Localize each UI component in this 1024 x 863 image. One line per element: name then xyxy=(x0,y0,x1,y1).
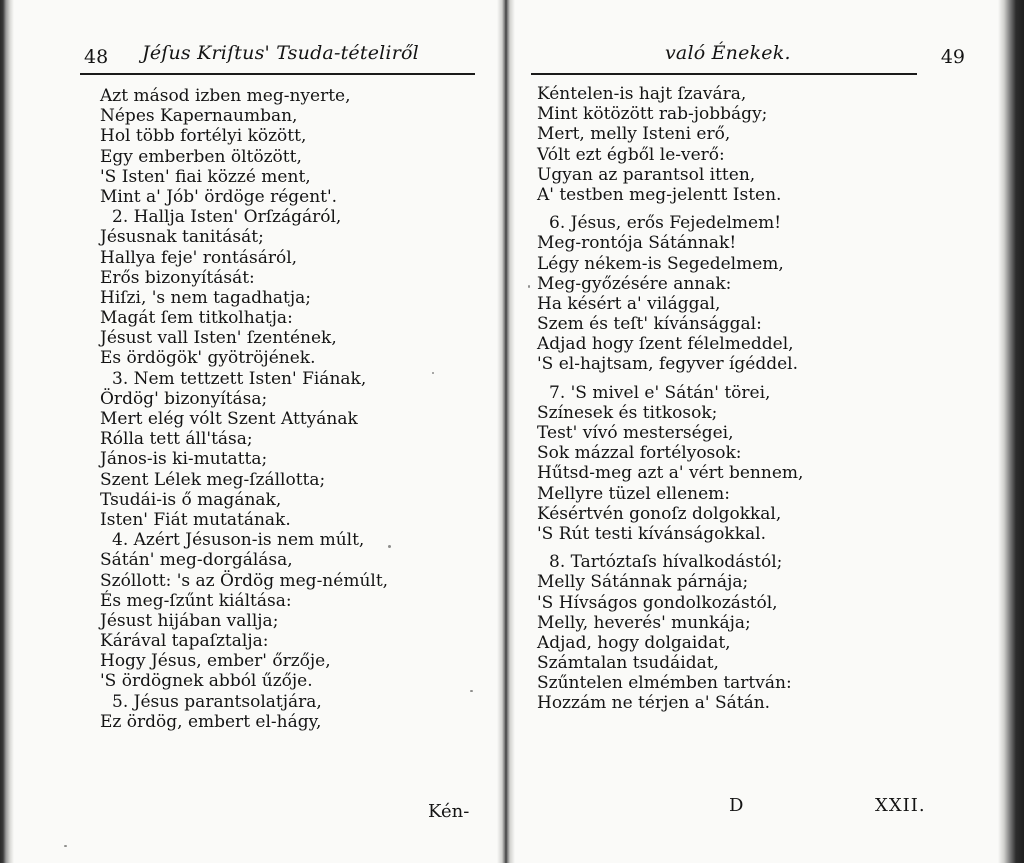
text-line: Hogy Jésus, ember' őrzője, xyxy=(100,651,331,672)
text-line: Hallya feje' rontásáról, xyxy=(100,247,298,268)
text-line: Mellyre tüzel ellenem: xyxy=(537,483,731,504)
text-line: Jésust hijában vallja; xyxy=(100,610,279,631)
text-line: Melly Sátánnak párnája; xyxy=(537,572,749,593)
text-line: Jésust vall Isten' ſzentének, xyxy=(100,328,337,349)
scan-speck xyxy=(388,545,391,548)
text-line: Adjad hogy ſzent félelmeddel, xyxy=(537,334,794,355)
text-line: Melly, heverés' munkája; xyxy=(537,612,751,633)
text-line: Mert elég vólt Szent Attyának xyxy=(100,409,358,429)
text-line: Es ördögök' gyötröjének. xyxy=(100,348,316,369)
text-line: Szent Lélek meg-ſzállotta; xyxy=(100,469,326,490)
text-line: Kárával tapaſztalja: xyxy=(100,631,269,652)
text-line: 'S Isten' fiai közzé ment, xyxy=(100,166,311,187)
left-page-header xyxy=(84,42,464,72)
text-line: Szem és teſt' kívánsággal: xyxy=(537,314,762,335)
text-line: Hűtsd-meg azt a' vért bennem, xyxy=(537,463,804,484)
text-line: 3. Nem tettzett Isten' Fiának, xyxy=(112,368,367,389)
text-line: Magát ſem titkolhatja: xyxy=(100,308,293,329)
text-line: Sátán' meg-dorgálása, xyxy=(100,550,293,571)
text-line: Hiſzi, 's nem tagadhatja; xyxy=(100,287,312,308)
text-line: Jésusnak tanitását; xyxy=(100,227,264,248)
signature-mark: D xyxy=(729,795,744,816)
text-line: Isten' Fiát mutatának. xyxy=(100,509,291,530)
left-page-number: 48 xyxy=(84,46,109,68)
text-line: Színesek és titkosok; xyxy=(537,402,718,423)
text-line: Erős bizonyítását: xyxy=(100,267,255,288)
text-line: És meg-ſzűnt kiáltása: xyxy=(100,590,292,611)
text-line: 5. Jésus parantsolatjára, xyxy=(112,691,322,712)
text-line: 7. 'S mivel e' Sátán' törei, xyxy=(549,382,771,403)
right-page-header xyxy=(665,42,965,72)
right-header-rule xyxy=(531,73,917,75)
text-line: Sok mázzal fortélyosok: xyxy=(537,443,742,464)
left-page xyxy=(14,0,497,863)
scan-speck xyxy=(528,285,530,288)
right-page xyxy=(515,0,998,863)
text-line: 'S Hívságos gondolkozástól, xyxy=(537,592,778,613)
text-line: Ugyan az parantsol itten, xyxy=(537,164,756,185)
scan-speck xyxy=(470,690,473,692)
text-line: Késértvén gonoſz dolgokkal, xyxy=(537,503,782,524)
text-line: Számtalan tsudáidat, xyxy=(537,653,719,674)
book-gutter xyxy=(497,0,515,863)
text-line: Meg-győzésére annak: xyxy=(537,273,732,294)
text-line: Ez ördög, embert el-hágy, xyxy=(100,711,322,732)
book-left-edge xyxy=(0,0,14,863)
left-header-rule xyxy=(80,73,475,75)
scan-speck xyxy=(432,372,434,374)
left-running-head: Jéſus Kriſtus' Tsuda-tételiről xyxy=(142,42,419,64)
text-line: 'S Rút testi kívánságokkal. xyxy=(537,523,766,544)
text-line: 'S ördögnek abból űzője. xyxy=(100,671,313,692)
text-line: Ördög' bizonyítása; xyxy=(100,388,268,409)
right-page-text xyxy=(537,84,937,714)
text-line: Ha késért a' világgal, xyxy=(537,293,721,314)
text-line: Test' vívó mesterségei, xyxy=(537,423,734,443)
text-line: Hol több fortélyi között, xyxy=(100,126,307,147)
text-line: Meg-rontója Sátánnak! xyxy=(537,233,737,254)
text-line: 'S el-hajtsam, fegyver ígéddel. xyxy=(537,354,799,375)
text-line: János-is ki-mutatta; xyxy=(100,449,268,470)
catchword: Kén- xyxy=(428,801,470,822)
text-line: Hozzám ne térjen a' Sátán. xyxy=(537,693,771,714)
text-line: Népes Kapernaumban, xyxy=(100,106,298,127)
text-line: Mert, melly Isteni erő, xyxy=(537,124,731,145)
text-line: Légy nékem-is Segedelmem, xyxy=(537,253,784,274)
text-line: Tsudái-is ő magának, xyxy=(100,489,282,510)
text-line: 8. Tartóztaſs hívalkodástól; xyxy=(549,552,783,573)
scan-speck xyxy=(64,845,67,847)
text-line: Szűntelen elmémben tartván: xyxy=(537,673,792,694)
text-line: Szóllott: 's az Ördög meg-némúlt, xyxy=(100,570,389,591)
right-running-head: való Énekek. xyxy=(665,42,791,64)
text-line: 2. Hallja Isten' Orſzágáról, xyxy=(112,207,342,228)
hymn-number: XXII. xyxy=(875,795,926,816)
right-page-number: 49 xyxy=(940,46,965,68)
text-line: Rólla tett áll'tása; xyxy=(100,429,253,450)
text-line: A' testben meg-jelentt Isten. xyxy=(537,184,782,205)
text-line: 6. Jésus, erős Fejedelmem! xyxy=(549,213,782,234)
text-line: Mint a' Jób' ördöge régent'. xyxy=(100,186,338,207)
text-line: Mint kötözött rab-jobbágy; xyxy=(537,104,768,125)
text-line: Vólt ezt égből le-verő: xyxy=(537,144,725,165)
book-right-edge xyxy=(998,0,1024,863)
text-line: Azt másod izben meg-nyerte, xyxy=(100,86,351,106)
text-line: Adjad, hogy dolgaidat, xyxy=(537,632,731,653)
text-line: Kéntelen-is hajt ſzavára, xyxy=(537,84,747,104)
text-line: 4. Azért Jésuson-is nem múlt, xyxy=(112,530,365,551)
left-page-text xyxy=(100,86,490,732)
text-line: Egy emberben öltözött, xyxy=(100,146,302,167)
